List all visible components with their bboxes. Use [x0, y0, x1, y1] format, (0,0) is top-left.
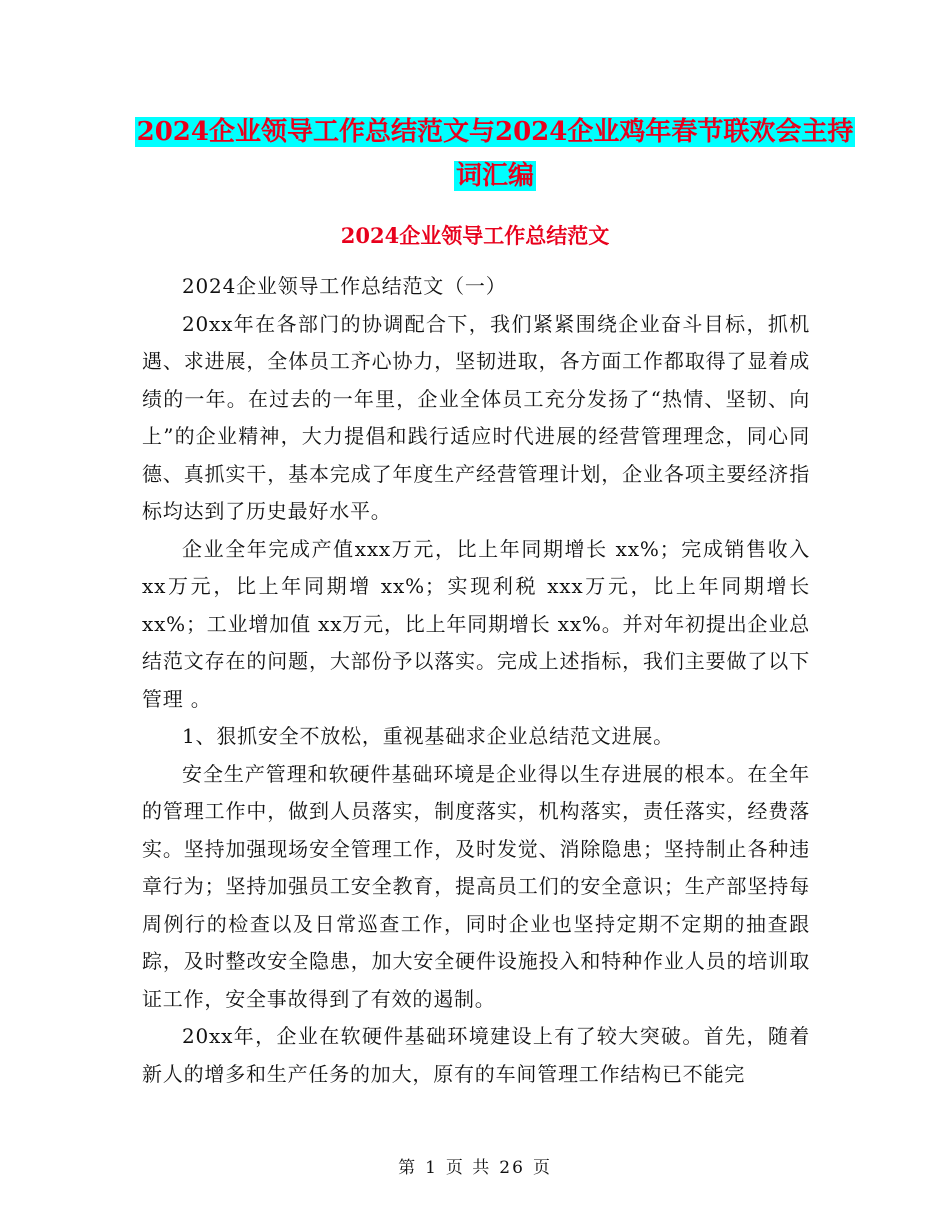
footer-prefix: 第 — [398, 1158, 418, 1178]
footer-page-number: 1 — [425, 1158, 438, 1178]
document-title-highlight: 2024企业领导工作总结范文与2024企业鸡年春节联欢会主持词汇编 — [136, 117, 854, 191]
paragraph: 安全生产管理和软硬件基础环境是企业得以生存进展的根本。在全年的管理工作中，做到人员落实，制度落实，机构落实，责任落实，经费落实。坚持加强现场安全管理工作，及时发觉、消除隐患；坚持制止各种违章行为；坚持加强员工安全教育，提高员工们的安全意识；生产部坚持每周例行的检查以及日常巡查工作，同时企业也坚持定期不定期的抽查跟踪，及时整改安全隐患，加大安全硬件设施投入和特种作业人员的培训取证工作，安全事故得到了有效的遏制。 — [142, 761, 810, 1011]
document-body — [142, 268, 810, 1093]
footer-total-pages: 26 — [499, 1158, 525, 1178]
footer-mid: 页 共 — [445, 1158, 492, 1178]
paragraph: 企业全年完成产值xxx万元，比上年同期增长 xx%；完成销售收入 xx万元，比上年同期增 xx%；实现利税 xxx万元，比上年同期增长 xx%；工业增加值 xx万元，比上年同期增长 xx%。并对年初提出企业总结范文存在的问题，大部份予以落实。完成上述指标，我们主要做了以下管理 。 — [142, 536, 810, 711]
footer-suffix: 页 — [532, 1158, 552, 1178]
page-footer — [0, 1153, 950, 1178]
section-title: 2024企业领导工作总结范文 — [340, 223, 610, 248]
paragraph: 20xx年，企业在软硬件基础环境建设上有了较大突破。首先，随着新人的增多和生产任务的加大，原有的车间管理工作结构已不能完 — [142, 1024, 810, 1086]
paragraph: 1、狠抓安全不放松，重视基础求企业总结范文进展。 — [182, 724, 674, 748]
paragraph: 2024企业领导工作总结范文（一） — [182, 274, 507, 298]
paragraph: 20xx年在各部门的协调配合下，我们紧紧围绕企业奋斗目标，抓机遇、求进展，全体员工齐心协力，坚韧进取，各方面工作都取得了显着成绩的一年。在过去的一年里，企业全体员工充分发扬了“热情、坚韧、向上”的企业精神，大力提倡和践行适应时代进展的经营管理理念，同心同德、真抓实干，基本完成了年度生产经营管理计划，企业各项主要经济指标均达到了历史最好水平。 — [142, 311, 810, 523]
document-title — [130, 110, 860, 198]
